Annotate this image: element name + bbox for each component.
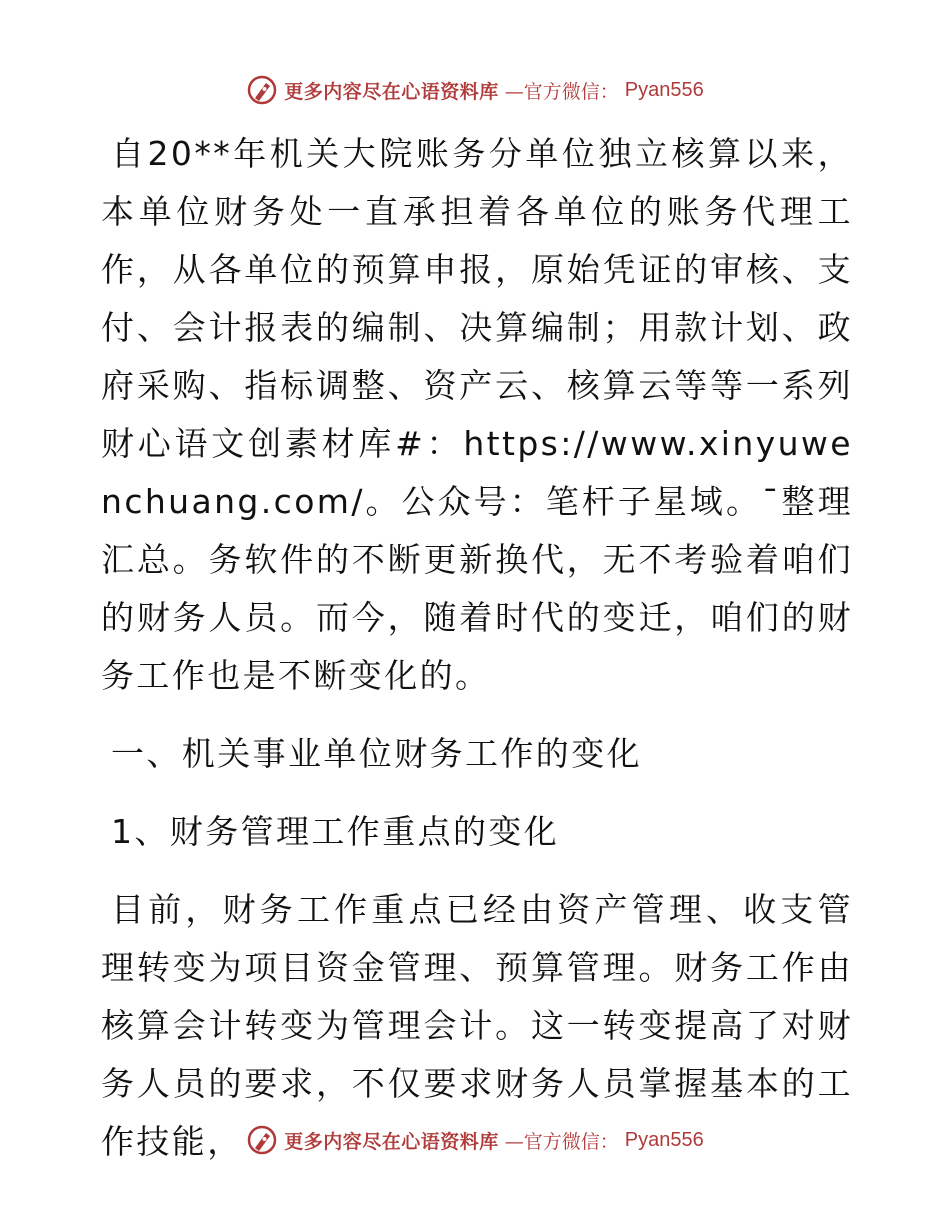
footer-wechat-id: Pyan556 [624,1128,704,1151]
header-promo-text: 更多内容尽在心语资料库 [284,80,499,103]
spacer [101,783,853,803]
pen-nib-logo-icon [246,1124,278,1156]
spacer [101,705,853,725]
subsection-heading: 1、财务管理工作重点的变化 [111,812,560,851]
spacer [101,861,853,881]
pen-nib-logo-icon [246,74,278,106]
header-wechat-id: Pyan556 [624,78,704,101]
header-banner [0,70,950,110]
footer-promo-text: 更多内容尽在心语资料库 [284,1130,499,1153]
header-wechat-label: —官方微信： [504,80,619,103]
section-heading: 一、机关事业单位财务工作的变化 [111,734,642,773]
paragraph-focus-change: 目前，财务工作重点已经由资产管理、收支管理转变为项目资金管理、预算管理。财务工作由核算会计转变为管理会计。这一转变提高了对财务人员的要求，不仅要求财务人员掌握基本的工作技能， [101,890,853,1161]
footer-banner [0,1120,950,1160]
paragraph-intro: 自20**年机关大院账务分单位独立核算以来，本单位财务处一直承担着各单位的账务代理工作，从各单位的预算申报，原始凭证的审核、支付、会计报表的编制、决算编制；用款计划、政府采购、指标调整、资产云、核算云等等一系列财心语文创素材库#：https://www.xinyuwenchuang.com/。公众号：笔杆子星域。¯整理汇总。务软件的不断更新换代，无不考验着咱们的财务人员。而今，随着时代的变迁，咱们的财务工作也是不断变化的。 [101,134,853,695]
footer-wechat-label: —官方微信： [504,1130,619,1153]
document-body [101,125,853,1171]
